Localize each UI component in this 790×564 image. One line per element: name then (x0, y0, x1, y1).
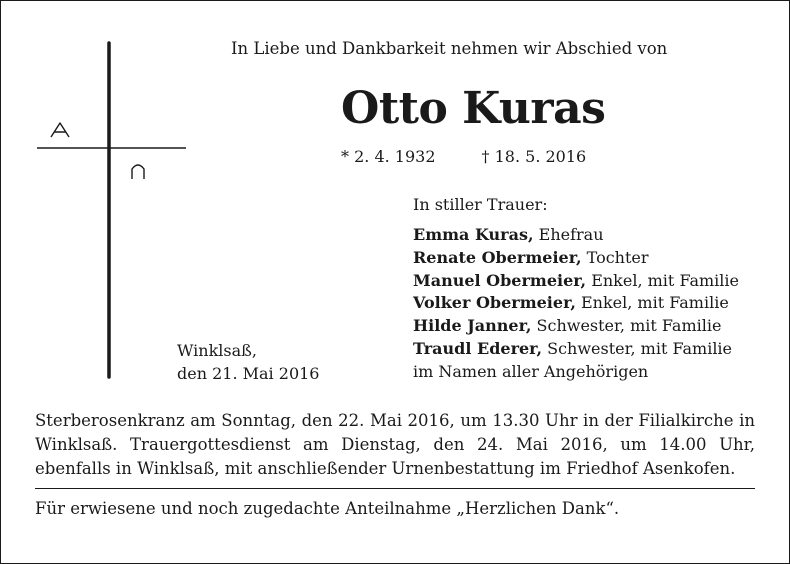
mourner-relation: Enkel, mit Familie (586, 270, 739, 290)
alpha-symbol (51, 123, 69, 137)
place: Winklsaß, (177, 341, 257, 360)
mourners-list (413, 224, 739, 384)
mourner-name: Hilde Janner, (413, 316, 532, 336)
mourning-title: In stiller Trauer: (413, 195, 548, 214)
mourner-relation: Tochter (581, 247, 649, 267)
mourner-relation: Schwester, mit Familie (531, 316, 722, 336)
birth-date: * 2. 4. 1932 (341, 147, 436, 166)
mourner-item (413, 338, 739, 361)
mourner-item (413, 224, 739, 247)
death-date: † 18. 5. 2016 (481, 147, 587, 166)
mourner-relation: im Namen aller Angehörigen (413, 361, 649, 381)
mourner-name: Traudl Ederer, (413, 338, 543, 358)
funeral-details: Sterberosenkranz am Sonntag, den 22. Mai 2016, um 13.30 Uhr in der Filialkirche in Winklsaß. Trauergottesdienst am Dienstag, den 24. Mai 2016, um 14.00 Uhr, ebenfalls in Winklsaß, mit anschließender Urnenbestattung im Friedhof Asenkofen. (35, 411, 755, 478)
mourner-item (413, 315, 739, 338)
mourner-name: Manuel Obermeier, (413, 270, 587, 290)
mourner-name: Volker Obermeier, (413, 293, 576, 313)
mourner-name: Emma Kuras, (413, 225, 534, 244)
mourner-relation: Ehefrau (533, 225, 604, 244)
thanks-text: Für erwiesene und noch zugedachte Anteilnahme „Herzlichen Dank“. (35, 499, 620, 518)
mourner-item (413, 292, 739, 315)
mourner-item (413, 361, 739, 384)
life-dates (341, 147, 586, 166)
omega-symbol (132, 165, 144, 179)
mourner-relation: Enkel, mit Familie (575, 293, 729, 313)
intro-text: In Liebe und Dankbarkeit nehmen wir Abschied von (231, 39, 668, 58)
cross-alpha-omega-icon (1, 1, 201, 391)
mourner-item (413, 270, 739, 293)
place-and-date (177, 340, 319, 386)
divider (35, 488, 755, 489)
mourner-item (413, 247, 739, 270)
notice-date: den 21. Mai 2016 (177, 363, 320, 383)
mourner-relation: Schwester, mit Familie (542, 338, 733, 358)
mourner-name: Renate Obermeier, (413, 247, 582, 267)
deceased-name: Otto Kuras (341, 83, 606, 134)
